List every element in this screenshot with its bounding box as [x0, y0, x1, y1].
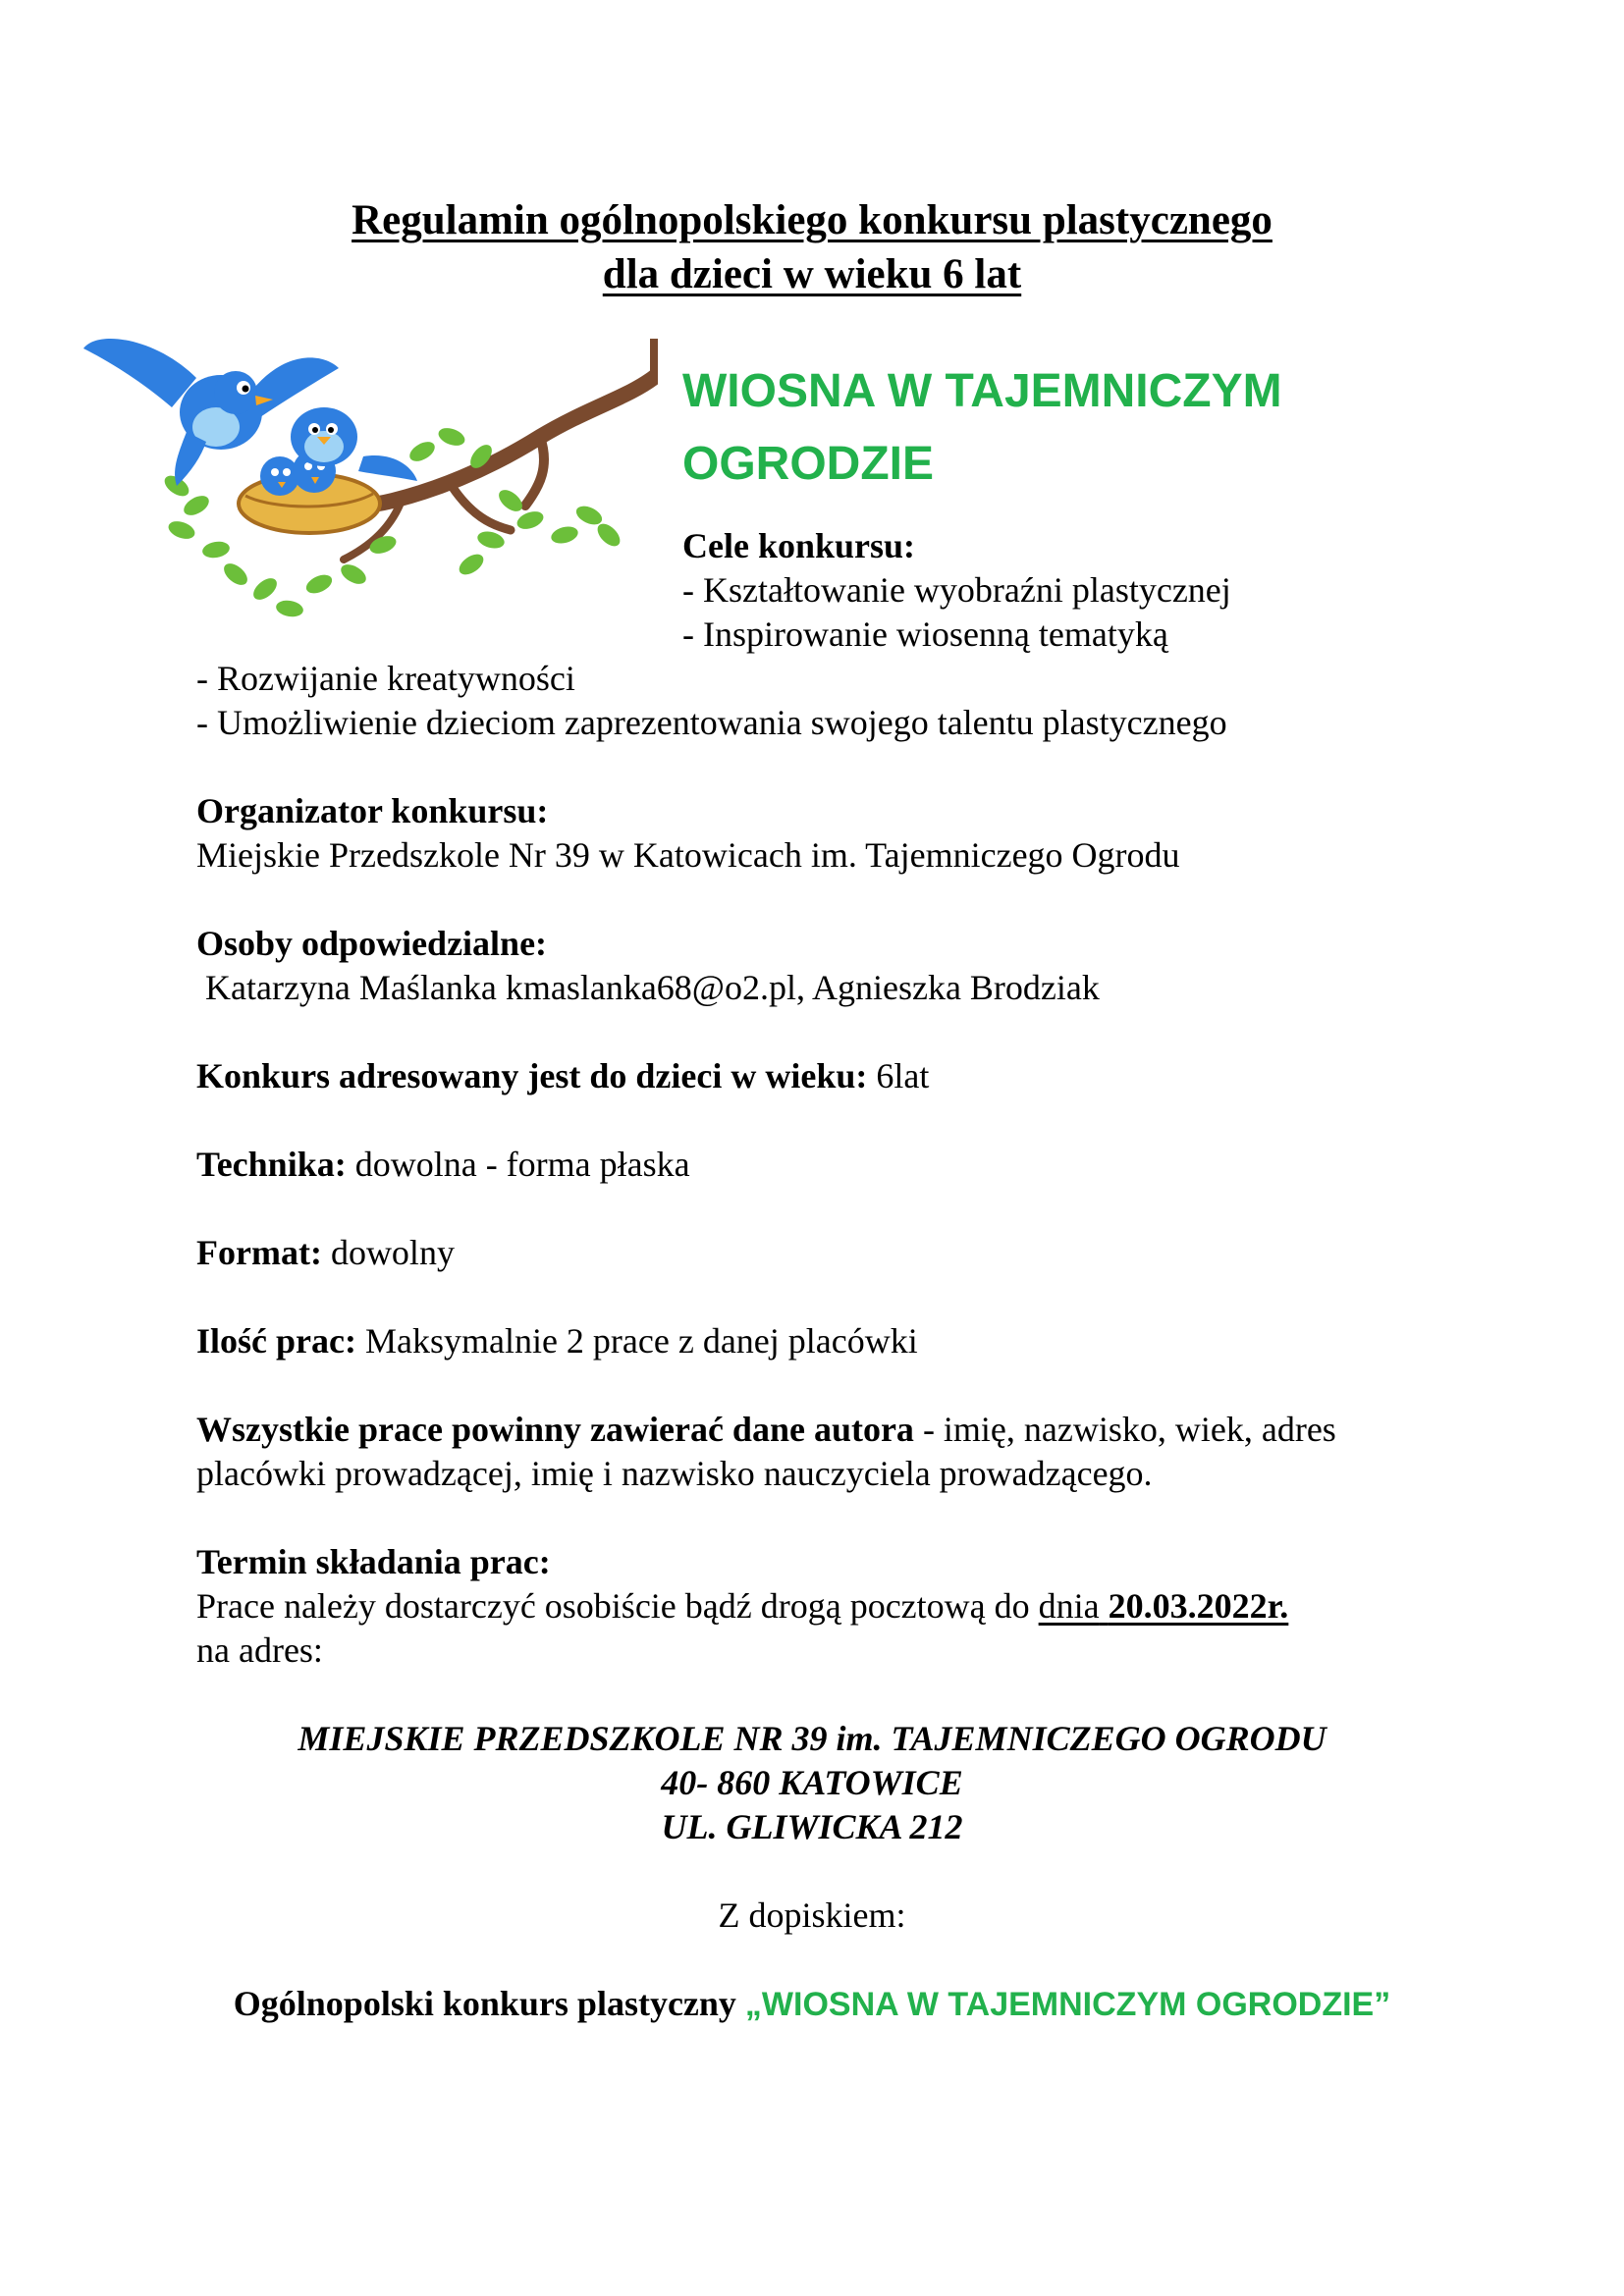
author-data-value-line2: placówki prowadzącej, imię i nazwisko nauczyciela prowadzącego. [196, 1454, 1153, 1493]
organizer-text: Miejskie Przedszkole Nr 39 w Katowicach im. Tajemniczego Ogrodu [196, 835, 1180, 875]
author-data-value: - imię, nazwisko, wiek, adres [913, 1410, 1336, 1449]
author-data-row [196, 1408, 1336, 1452]
age-label: Konkurs adresowany jest do dzieci w wieku: [196, 1056, 868, 1095]
technique-row [196, 1143, 690, 1187]
technique-label: Technika: [196, 1145, 347, 1184]
deadline-date-value: 20.03.2022r. [1108, 1586, 1289, 1626]
goals-heading: Cele konkursu: [682, 526, 916, 565]
deadline-text: Prace należy dostarczyć osobiście bądź drogą pocztową do [196, 1586, 1039, 1626]
document-title-line1: Regulamin ogólnopolskiego konkursu plastycznego [352, 197, 1272, 243]
address-line2: 40- 860 KATOWICE [661, 1763, 963, 1802]
address-line1: MIEJSKIE PRZEDSZKOLE NR 39 im. TAJEMNICZEGO OGRODU [298, 1719, 1326, 1758]
contest-name [682, 355, 1282, 501]
deadline-heading: Termin składania prac: [196, 1542, 551, 1581]
quantity-label: Ilość prac: [196, 1321, 356, 1361]
age-value: 6lat [867, 1056, 930, 1095]
contest-name-line1: WIOSNA W TAJEMNICZYM [682, 365, 1282, 417]
note-row [0, 1982, 1624, 2027]
birds-nest-illustration [79, 339, 658, 633]
note-label: Z dopiskiem: [718, 1896, 906, 1935]
goal-item: - Kształtowanie wyobraźni plastycznej [682, 570, 1231, 610]
quantity-row [196, 1319, 918, 1363]
technique-value: dowolna - forma płaska [346, 1145, 690, 1184]
branch-shape [334, 376, 656, 507]
deadline-text-row [196, 1584, 1288, 1629]
note-contest-quote: „WIOSNA W TAJEMNICZYM OGRODZIE” [744, 1986, 1391, 2023]
age-row [196, 1054, 929, 1098]
note-prefix: Ogólnopolski konkurs plastyczny [233, 1984, 745, 2023]
author-data-label: Wszystkie prace powinny zawierać dane autora [196, 1410, 914, 1449]
responsible-text: Katarzyna Maślanka kmaslanka68@o2.pl, Agnieszka Brodziak [196, 968, 1100, 1007]
format-row [196, 1231, 455, 1275]
deadline-text-line2: na adres: [196, 1630, 323, 1670]
responsible-heading: Osoby odpowiedzialne: [196, 924, 548, 963]
contest-name-line2: OGRODZIE [682, 438, 935, 490]
format-value: dowolny [321, 1233, 455, 1272]
goal-item: - Inspirowanie wiosenną tematyką [682, 614, 1168, 654]
organizer-heading: Organizator konkursu: [196, 791, 549, 830]
quantity-value: Maksymalnie 2 prace z danej placówki [355, 1321, 918, 1361]
format-label: Format: [196, 1233, 322, 1272]
document-title-line2: dla dzieci w wieku 6 lat [602, 251, 1022, 297]
deadline-date-word: dnia [1038, 1586, 1100, 1626]
goal-item: - Umożliwienie dzieciom zaprezentowania swojego talentu plastycznego [196, 703, 1227, 742]
address-line3: UL. GLIWICKA 212 [661, 1807, 963, 1846]
goal-item: - Rozwijanie kreatywności [196, 659, 575, 698]
